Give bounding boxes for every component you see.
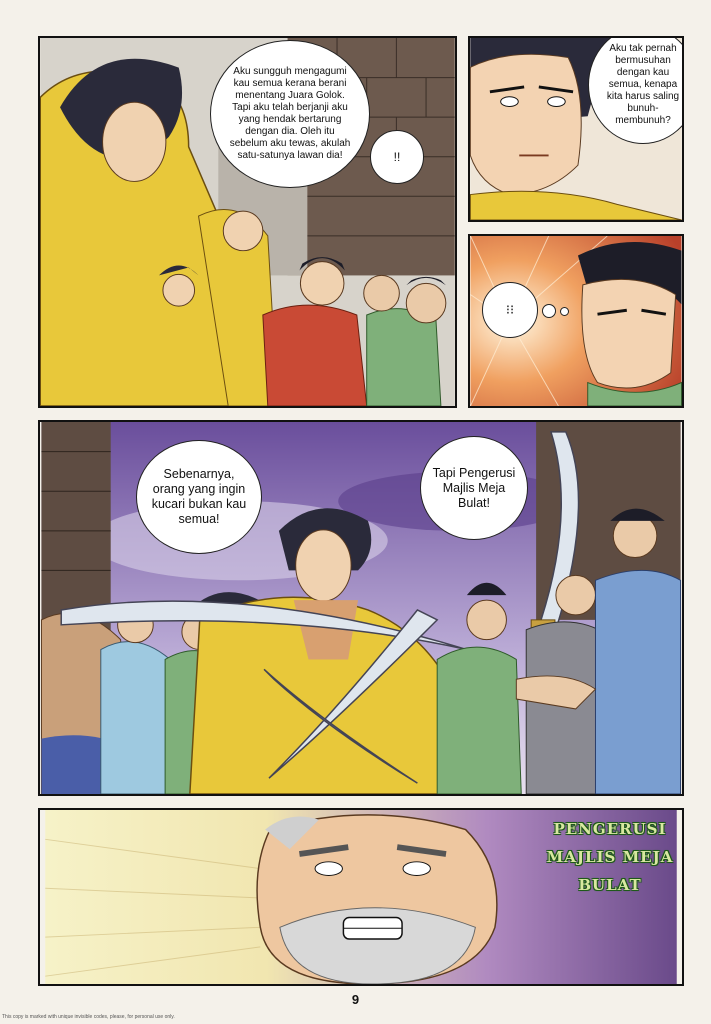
sfx-title-line-3: BULAT — [578, 876, 642, 894]
speech-bubble-left: Sebenarnya, orang yang ingin kucari bukan kau semua! — [136, 440, 262, 554]
thought-bubble-small-1 — [542, 304, 556, 318]
speech-bubble-exclaim: !! — [370, 130, 424, 184]
speech-bubble-right: Tapi Pengerusi Majlis Meja Bulat! — [420, 436, 528, 540]
speech-bubble-main: Aku sungguh mengagumi kau semua kerana berani menentang Juara Golok. Tapi aku telah berjanji aku yang hendak bertarung dengan dia. Oleh itu sebelum aku tewas, akulah satu-satunya lawan dia! — [210, 40, 370, 188]
speech-bubble-question: Aku tak pernah bermusuhan dengan kau semua, kenapa kita harus saling bunuh-membunuh? — [588, 36, 684, 144]
copyright-notice: This copy is marked with unique invisible codes, please, for personal use only. — [2, 1014, 175, 1020]
thought-bubble-small-2 — [560, 307, 569, 316]
panel-4-art — [40, 422, 682, 794]
sfx-title-line-1: PENGERUSI — [553, 820, 667, 838]
panel-1 — [38, 36, 457, 408]
panel-2 — [468, 36, 684, 222]
panel-4 — [38, 420, 684, 796]
page-number: 9 — [351, 992, 360, 1007]
thought-bubble-dots: ⁝⁝ — [482, 282, 538, 338]
panel-3 — [468, 234, 684, 408]
sfx-title-line-2: MAJLIS MEJA — [546, 848, 674, 866]
panel-5 — [38, 808, 684, 986]
